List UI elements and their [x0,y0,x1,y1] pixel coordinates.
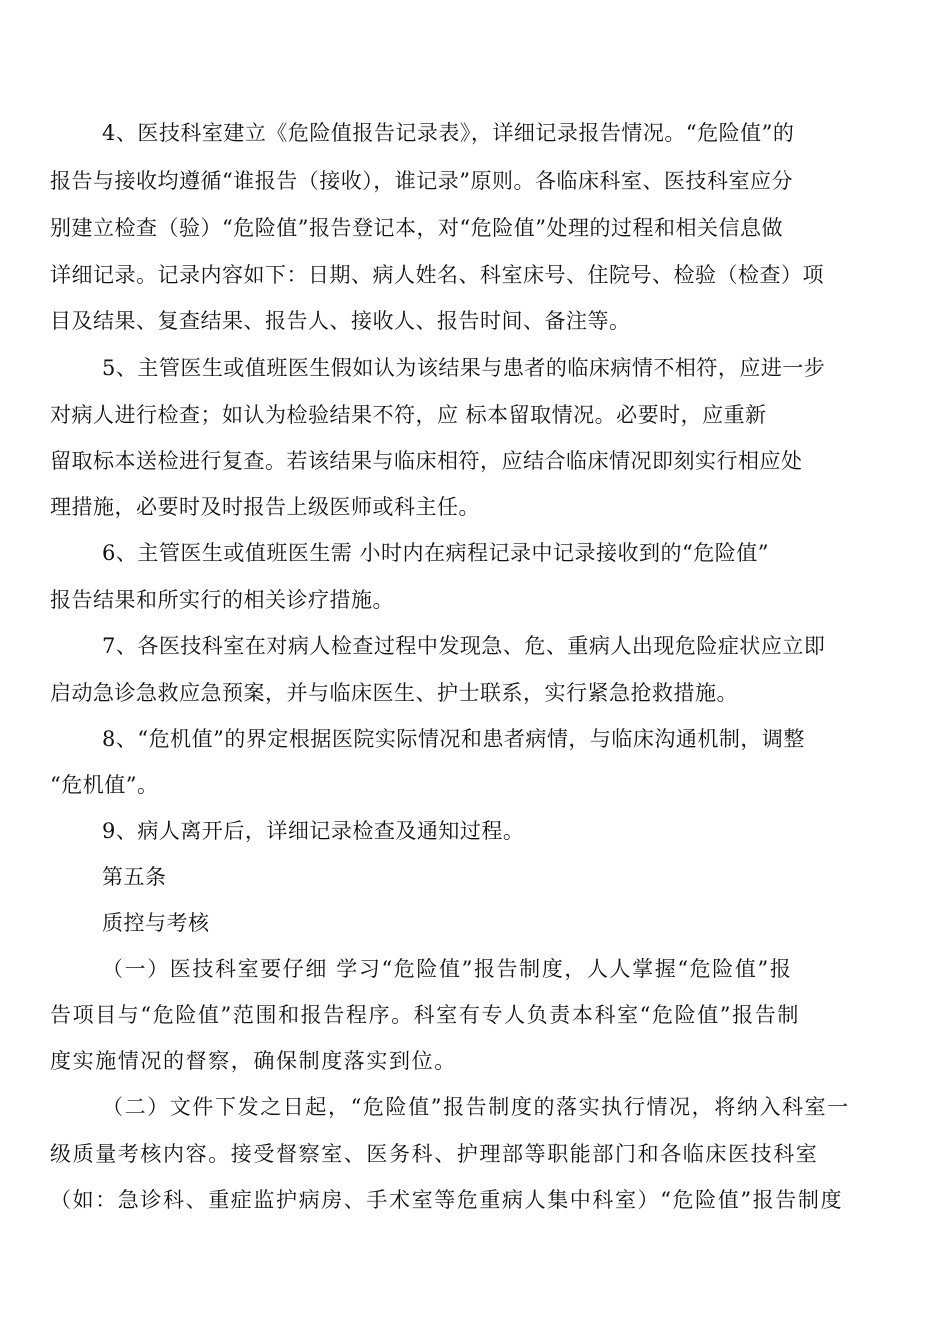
para-4-line-5: 目及结果、复查结果、报告人、接收人、报告时间、备注等。 [50,309,631,333]
para-6-line-2: 报告结果和所实行的相关诊疗措施。 [50,588,394,612]
para-7-line-2: 启动急诊急救应急预案，并与临床医生、护士联系，实行紧急抢救措施。 [50,681,738,705]
para-7-line-1: 7、各医技科室在对病人检查过程中发现急、危、重病人出现危险症状应立即 [102,634,826,658]
para-5-line-4: 理措施，必要时及时报告上级医师或科主任。 [50,495,480,519]
quality-item-2-line-1: （二）文件下发之日起，“危险值”报告制度的落实执行情况，将纳入科室一 [102,1095,850,1119]
para-4-line-4: 详细记录。记录内容如下：日期、病人姓名、科室床号、住院号、检验（检查）项 [50,263,824,287]
quality-item-1-line-2: 告项目与“危险值”范围和报告程序。科室有专人负责本科室“危险值”报告制 [50,1003,800,1027]
para-5-line-3: 留取标本送检进行复查。若该结果与临床相符，应结合临床情况即刻实行相应处 [50,449,803,473]
para-9-line-1: 9、病人离开后，详细记录检查及通知过程。 [102,819,525,843]
para-4-line-1: 4、医技科室建立《危险值报告记录表》，详细记录报告情况。“危险值”的 [102,121,795,145]
para-4-line-2: 报告与接收均遵循“谁报告（接收），谁记录”原则。各临床科室、医技科室应分 [50,169,793,193]
article-heading: 第五条 [102,865,167,889]
para-6-line-1: 6、主管医生或值班医生需 小时内在病程记录中记录接收到的“危险值” [102,541,770,565]
quality-item-2-line-3: （如：急诊科、重症监护病房、手术室等危重病人集中科室）“危险值”报告制度 [50,1188,844,1212]
para-8-line-1: 8、“危机值”的界定根据医院实际情况和患者病情，与临床沟通机制，调整 [102,727,805,751]
para-5-line-1: 5、主管医生或值班医生假如认为该结果与患者的临床病情不相符，应进一步 [102,356,826,380]
para-8-line-2: “危机值”。 [50,773,159,797]
para-5-line-2: 对病人进行检查；如认为检验结果不符，应 标本留取情况。必要时，应重新 [50,403,767,427]
quality-item-2-line-2: 级质量考核内容。接受督察室、医务科、护理部等职能部门和各临床医技科室 [50,1142,819,1166]
quality-item-1-line-3: 度实施情况的督察，确保制度落实到位。 [50,1049,457,1073]
section-heading: 质控与考核 [102,911,210,935]
quality-item-1-line-1: （一）医技科室要仔细 学习“危险值”报告制度，人人掌握“危险值”报 [102,957,793,981]
para-4-line-3: 别建立检查（验）“危险值”报告登记本，对“危险值”处理的过程和相关信息做 [50,216,783,240]
